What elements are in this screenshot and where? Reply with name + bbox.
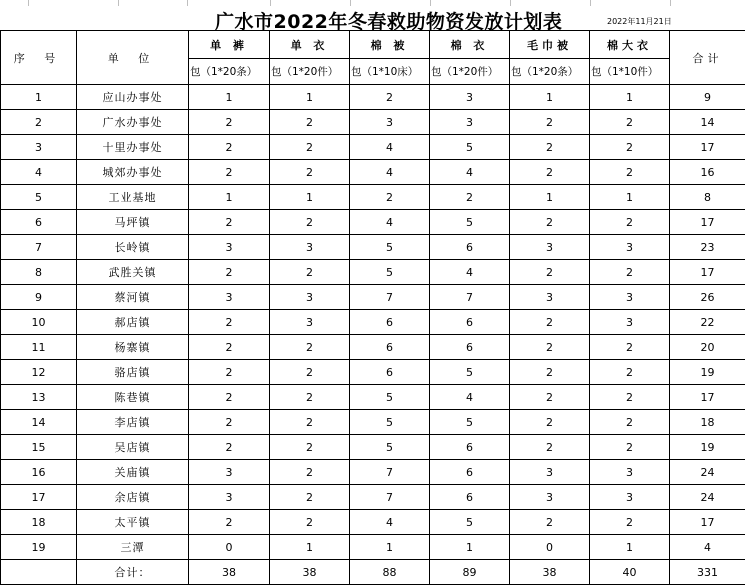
row-value: 6: [430, 485, 510, 510]
table-row: [1, 85, 745, 110]
row-value: 5: [350, 260, 430, 285]
table-row: [1, 460, 745, 485]
header-item-name: 棉大衣: [590, 31, 670, 59]
row-value: 2: [270, 360, 350, 385]
header-item-name: 单 衣: [270, 31, 350, 59]
row-total: 26: [670, 285, 745, 310]
row-value: 6: [430, 335, 510, 360]
row-value: 3: [430, 85, 510, 110]
table-row: [1, 435, 745, 460]
row-value: 4: [350, 510, 430, 535]
row-value: 2: [270, 160, 350, 185]
row-value: 2: [510, 310, 590, 335]
document-title-area: [0, 6, 745, 32]
row-value: 4: [430, 160, 510, 185]
row-value: 2: [189, 360, 270, 385]
row-total: 17: [670, 510, 745, 535]
row-value: 2: [350, 185, 430, 210]
table-row: [1, 410, 745, 435]
row-value: 2: [270, 110, 350, 135]
row-value: 2: [430, 185, 510, 210]
row-value: 3: [270, 310, 350, 335]
row-value: 3: [590, 485, 670, 510]
row-value: 1: [430, 535, 510, 560]
row-total: 23: [670, 235, 745, 260]
row-value: 2: [189, 260, 270, 285]
row-value: 2: [590, 360, 670, 385]
row-value: 0: [510, 535, 590, 560]
row-value: 2: [590, 260, 670, 285]
header-total: 合计: [670, 31, 745, 85]
summary-value: 38: [189, 560, 270, 585]
row-seq: 7: [1, 235, 77, 260]
row-value: 5: [430, 510, 510, 535]
row-value: 6: [430, 435, 510, 460]
header-item-unit: 包（1*20条）: [510, 59, 590, 85]
row-unit: 长岭镇: [77, 235, 189, 260]
row-seq: 12: [1, 360, 77, 385]
row-total: 8: [670, 185, 745, 210]
row-seq: 3: [1, 135, 77, 160]
header-item-unit: 包（1*20件）: [430, 59, 510, 85]
row-value: 1: [189, 185, 270, 210]
row-value: 1: [510, 85, 590, 110]
row-unit: 杨寨镇: [77, 335, 189, 360]
row-value: 4: [350, 210, 430, 235]
row-value: 2: [189, 135, 270, 160]
row-value: 4: [350, 135, 430, 160]
row-total: 17: [670, 210, 745, 235]
row-value: 5: [350, 235, 430, 260]
row-total: 17: [670, 385, 745, 410]
row-value: 2: [189, 210, 270, 235]
row-value: 3: [590, 310, 670, 335]
row-unit: 城郊办事处: [77, 160, 189, 185]
row-unit: 太平镇: [77, 510, 189, 535]
row-value: 3: [350, 110, 430, 135]
summary-value: 38: [270, 560, 350, 585]
row-value: 2: [189, 385, 270, 410]
table-row: [1, 135, 745, 160]
header-unit: 单 位: [77, 31, 189, 85]
row-value: 2: [189, 110, 270, 135]
row-value: 2: [189, 335, 270, 360]
row-seq: 6: [1, 210, 77, 235]
row-value: 2: [270, 485, 350, 510]
row-value: 2: [510, 410, 590, 435]
row-value: 2: [270, 135, 350, 160]
row-value: 4: [430, 260, 510, 285]
row-value: 1: [189, 85, 270, 110]
row-seq: 18: [1, 510, 77, 535]
row-value: 2: [270, 460, 350, 485]
row-value: 3: [510, 460, 590, 485]
row-value: 2: [270, 385, 350, 410]
row-value: 1: [590, 535, 670, 560]
row-seq: 16: [1, 460, 77, 485]
row-value: 2: [510, 510, 590, 535]
row-value: 2: [270, 260, 350, 285]
row-seq: 19: [1, 535, 77, 560]
row-unit: 陈巷镇: [77, 385, 189, 410]
row-total: 17: [670, 260, 745, 285]
row-unit: 广水办事处: [77, 110, 189, 135]
row-value: 6: [430, 235, 510, 260]
row-unit: 郝店镇: [77, 310, 189, 335]
row-value: 1: [590, 85, 670, 110]
row-seq: 14: [1, 410, 77, 435]
row-value: 2: [270, 510, 350, 535]
table-row: [1, 260, 745, 285]
row-value: 7: [350, 285, 430, 310]
document-date: 2022年11月21日: [607, 17, 672, 26]
row-value: 1: [350, 535, 430, 560]
header-seq: 序 号: [1, 31, 77, 85]
row-total: 9: [670, 85, 745, 110]
header-row-items: [1, 31, 745, 59]
row-value: 4: [430, 385, 510, 410]
header-item-name: 棉 衣: [430, 31, 510, 59]
row-unit: 关庙镇: [77, 460, 189, 485]
row-total: 16: [670, 160, 745, 185]
row-value: 3: [590, 285, 670, 310]
row-value: 2: [270, 335, 350, 360]
row-value: 5: [430, 135, 510, 160]
row-value: 2: [510, 335, 590, 360]
row-seq: 11: [1, 335, 77, 360]
row-value: 3: [189, 485, 270, 510]
row-total: 19: [670, 435, 745, 460]
row-unit: 吴店镇: [77, 435, 189, 460]
row-value: 2: [590, 110, 670, 135]
row-value: 2: [189, 435, 270, 460]
row-value: 2: [590, 435, 670, 460]
row-value: 2: [590, 210, 670, 235]
row-value: 7: [350, 460, 430, 485]
row-seq: 10: [1, 310, 77, 335]
row-total: 17: [670, 135, 745, 160]
summary-total: 331: [670, 560, 745, 585]
table-row: [1, 385, 745, 410]
header-item-name: 单 裤: [189, 31, 270, 59]
table-row: [1, 310, 745, 335]
table-row: [1, 160, 745, 185]
row-value: 3: [270, 235, 350, 260]
row-total: 24: [670, 485, 745, 510]
row-value: 2: [590, 510, 670, 535]
row-value: 2: [590, 410, 670, 435]
table-row: [1, 535, 745, 560]
row-value: 5: [350, 385, 430, 410]
row-value: 2: [270, 410, 350, 435]
row-seq: 9: [1, 285, 77, 310]
row-value: 2: [350, 85, 430, 110]
row-value: 2: [510, 360, 590, 385]
table-row: [1, 110, 745, 135]
row-total: 22: [670, 310, 745, 335]
row-value: 3: [270, 285, 350, 310]
row-seq: 2: [1, 110, 77, 135]
header-item-unit: 包（1*20条）: [189, 59, 270, 85]
header-item-unit: 包（1*10件）: [590, 59, 670, 85]
row-value: 4: [350, 160, 430, 185]
row-value: 2: [189, 410, 270, 435]
table-row: [1, 210, 745, 235]
row-unit: 马坪镇: [77, 210, 189, 235]
row-value: 2: [510, 160, 590, 185]
table-row: [1, 235, 745, 260]
table-row: [1, 485, 745, 510]
row-total: 20: [670, 335, 745, 360]
row-value: 6: [350, 360, 430, 385]
row-value: 2: [590, 135, 670, 160]
header-item-unit: 包（1*10床）: [350, 59, 430, 85]
row-value: 2: [590, 335, 670, 360]
row-seq: 15: [1, 435, 77, 460]
row-value: 2: [590, 385, 670, 410]
header-item-name: 毛巾被: [510, 31, 590, 59]
row-value: 2: [510, 210, 590, 235]
table-row: [1, 510, 745, 535]
summary-value: 88: [350, 560, 430, 585]
row-unit: 余店镇: [77, 485, 189, 510]
row-seq: 5: [1, 185, 77, 210]
row-value: 3: [189, 285, 270, 310]
page-title: 广水市2022年冬春救助物资发放计划表: [215, 11, 563, 33]
row-value: 3: [510, 485, 590, 510]
row-value: 3: [189, 460, 270, 485]
row-unit: 十里办事处: [77, 135, 189, 160]
table-row: [1, 185, 745, 210]
row-value: 7: [430, 285, 510, 310]
row-value: 0: [189, 535, 270, 560]
row-value: 5: [430, 410, 510, 435]
row-unit: 工业基地: [77, 185, 189, 210]
row-value: 1: [590, 185, 670, 210]
row-seq: 4: [1, 160, 77, 185]
row-unit: 骆店镇: [77, 360, 189, 385]
row-value: 1: [270, 535, 350, 560]
row-value: 2: [510, 135, 590, 160]
row-total: 19: [670, 360, 745, 385]
row-value: 2: [510, 435, 590, 460]
row-unit: 李店镇: [77, 410, 189, 435]
table-row: [1, 285, 745, 310]
row-value: 2: [510, 385, 590, 410]
row-value: 2: [590, 160, 670, 185]
table-row: [1, 335, 745, 360]
header-item-name: 棉 被: [350, 31, 430, 59]
row-total: 4: [670, 535, 745, 560]
row-value: 5: [350, 410, 430, 435]
row-unit: 蔡河镇: [77, 285, 189, 310]
row-value: 2: [189, 310, 270, 335]
row-total: 14: [670, 110, 745, 135]
row-unit: 武胜关镇: [77, 260, 189, 285]
distribution-table: [0, 30, 745, 585]
table-row: [1, 360, 745, 385]
row-value: 2: [189, 160, 270, 185]
row-value: 3: [430, 110, 510, 135]
row-unit: 应山办事处: [77, 85, 189, 110]
row-value: 2: [510, 260, 590, 285]
row-value: 3: [510, 285, 590, 310]
row-value: 3: [510, 235, 590, 260]
row-value: 6: [430, 460, 510, 485]
row-value: 1: [270, 85, 350, 110]
row-value: 3: [590, 235, 670, 260]
row-value: 1: [270, 185, 350, 210]
row-seq: 17: [1, 485, 77, 510]
row-value: 6: [430, 310, 510, 335]
row-seq: 13: [1, 385, 77, 410]
summary-label: 合计：: [77, 560, 189, 585]
summary-row: [1, 560, 745, 585]
table-body: [1, 85, 745, 560]
row-value: 5: [350, 435, 430, 460]
row-value: 5: [430, 210, 510, 235]
row-unit: 三潭: [77, 535, 189, 560]
summary-value: 38: [510, 560, 590, 585]
row-value: 7: [350, 485, 430, 510]
row-value: 1: [510, 185, 590, 210]
row-value: 2: [270, 435, 350, 460]
row-seq: 8: [1, 260, 77, 285]
row-value: 3: [189, 235, 270, 260]
row-total: 24: [670, 460, 745, 485]
row-value: 6: [350, 335, 430, 360]
row-total: 18: [670, 410, 745, 435]
summary-value: 89: [430, 560, 510, 585]
row-value: 5: [430, 360, 510, 385]
summary-seq-cell: [1, 560, 77, 585]
header-item-unit: 包（1*20件）: [270, 59, 350, 85]
row-seq: 1: [1, 85, 77, 110]
row-value: 3: [590, 460, 670, 485]
row-value: 6: [350, 310, 430, 335]
row-value: 2: [270, 210, 350, 235]
summary-value: 40: [590, 560, 670, 585]
row-value: 2: [510, 110, 590, 135]
row-value: 2: [189, 510, 270, 535]
